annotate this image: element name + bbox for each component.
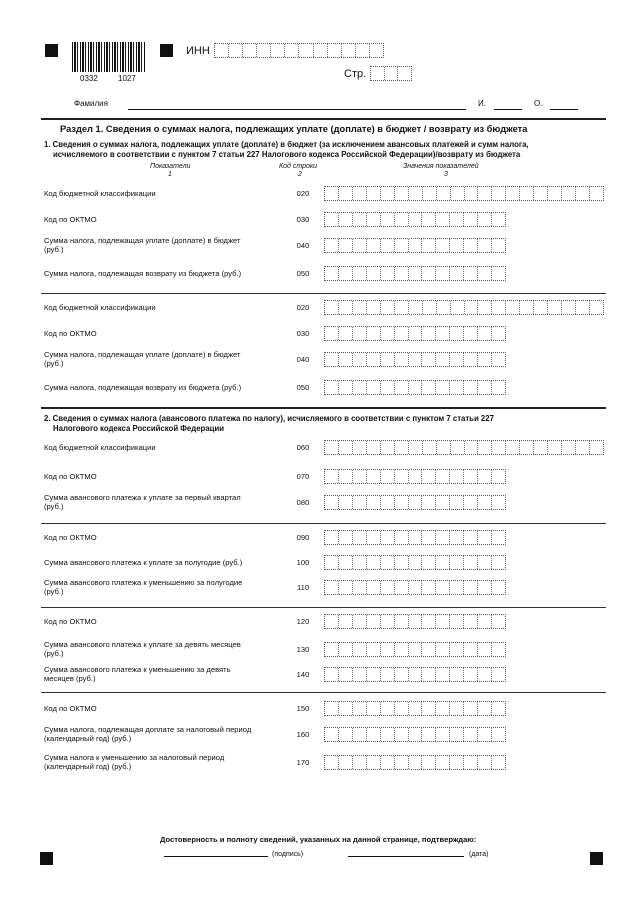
row-label-line1: Сумма авансового платежа к уплате за полугодие (руб.): [44, 558, 243, 567]
date-line[interactable]: [348, 848, 464, 857]
row-label-line2: (руб.): [44, 587, 64, 596]
row-label-line2: месяцев (руб.): [44, 674, 96, 683]
row-label-line2: (руб.): [44, 245, 64, 254]
row-value-input[interactable]: [324, 326, 506, 341]
row-label-line1: Сумма авансового платежа к уплате за девять месяцев: [44, 640, 241, 649]
row-code: 040: [296, 355, 310, 364]
row-label: [44, 558, 242, 567]
row-label-line2: (руб.): [44, 502, 64, 511]
row-code: 130: [296, 645, 310, 654]
signature-line[interactable]: [164, 848, 268, 857]
row-code: 060: [296, 443, 310, 452]
inn-label: ИНН: [186, 45, 210, 57]
block-separator: [41, 407, 606, 409]
row-label: [44, 753, 224, 771]
row-label-line2: (руб.): [44, 359, 64, 368]
registration-marker-top-left: [45, 44, 58, 57]
row-value-input[interactable]: [324, 300, 604, 315]
row-label: [44, 215, 97, 224]
row-value-input[interactable]: [324, 380, 506, 395]
row-value-input[interactable]: [324, 352, 506, 367]
row-code: 070: [296, 472, 310, 481]
row-value-input[interactable]: [324, 642, 506, 657]
row-label: [44, 704, 97, 713]
row-label: [44, 383, 241, 392]
row-code: 110: [296, 583, 310, 592]
part2-title-line1: 2. Сведения о суммах налога (авансового платежа по налогу), исчисляемого в соответствии с пунктом 7 статьи 227: [44, 414, 494, 423]
row-label-line1: Код по ОКТМО: [44, 329, 97, 338]
row-label-line1: Код по ОКТМО: [44, 704, 97, 713]
row-code: 100: [296, 558, 310, 567]
row-label-line1: Код по ОКТМО: [44, 617, 97, 626]
initial-i-label: И.: [478, 99, 486, 108]
row-label-line1: Код по ОКТМО: [44, 472, 97, 481]
column-3-number: 3: [444, 171, 448, 178]
row-label-line2: (календарный год) (руб.): [44, 734, 132, 743]
row-label: [44, 578, 242, 596]
row-label: [44, 665, 231, 683]
row-value-input[interactable]: [324, 186, 604, 201]
row-value-input[interactable]: [324, 667, 506, 682]
row-code: 140: [296, 670, 310, 679]
row-label: [44, 725, 251, 743]
page-label: Стр.: [344, 68, 367, 80]
row-code: 030: [296, 215, 310, 224]
row-label-line2: (календарный год) (руб.): [44, 762, 132, 771]
row-label-line1: Код бюджетной классификации: [44, 443, 156, 452]
row-label-line1: Сумма авансового платежа к уменьшению за девять: [44, 665, 231, 674]
row-label-line1: Сумма авансового платежа к уплате за первый квартал: [44, 493, 241, 502]
row-code: 020: [296, 303, 310, 312]
row-code: 120: [296, 617, 310, 626]
row-value-input[interactable]: [324, 530, 506, 545]
section-title: Раздел 1. Сведения о суммах налога, подлежащих уплате (доплате) в бюджет / возврату из бюджета: [60, 124, 528, 134]
row-code: 080: [296, 498, 310, 507]
row-value-input[interactable]: [324, 755, 506, 770]
row-code: 030: [296, 329, 310, 338]
row-label-line1: Сумма налога, подлежащая уплате (доплате) в бюджет: [44, 350, 241, 359]
row-label: [44, 533, 97, 542]
row-label-line1: Сумма налога, подлежащая возврату из бюджета (руб.): [44, 383, 242, 392]
barcode: [72, 42, 146, 72]
row-label: [44, 617, 97, 626]
row-value-input[interactable]: [324, 495, 506, 510]
row-label: [44, 640, 241, 658]
column-2-number: 2: [298, 171, 302, 178]
registration-marker-top-mid: [160, 44, 173, 57]
row-value-input[interactable]: [324, 212, 506, 227]
page-number-input[interactable]: [370, 66, 412, 81]
initial-o-input[interactable]: [550, 99, 578, 110]
row-code: 090: [296, 533, 310, 542]
part1-title-line1: 1. Сведения о суммах налога, подлежащих уплате (доплате) в бюджет (за исключением авансовых платежей и сумм налога,: [44, 140, 529, 149]
barcode-number-right: 1027: [118, 74, 136, 83]
surname-label: Фамилия: [74, 99, 108, 108]
initial-o-label: О.: [534, 99, 543, 108]
row-value-input[interactable]: [324, 727, 506, 742]
row-label-line1: Код бюджетной классификации: [44, 189, 156, 198]
row-label: [44, 329, 97, 338]
row-value-input[interactable]: [324, 238, 506, 253]
row-label-line1: Код по ОКТМО: [44, 533, 97, 542]
row-label: [44, 472, 97, 481]
row-code: 050: [296, 383, 310, 392]
registration-marker-bottom-right: [590, 852, 603, 865]
row-value-input[interactable]: [324, 580, 506, 595]
row-label-line1: Сумма налога, подлежащая уплате (доплате) в бюджет: [44, 236, 241, 245]
row-value-input[interactable]: [324, 701, 506, 716]
row-value-input[interactable]: [324, 469, 506, 484]
column-3-heading: Значения показателей: [403, 163, 479, 170]
row-label-line1: Сумма налога, подлежащая доплате за налоговый период: [44, 725, 252, 734]
row-code: 050: [296, 269, 310, 278]
row-label: [44, 236, 240, 254]
surname-input[interactable]: [128, 99, 466, 110]
date-label: (дата): [469, 851, 489, 858]
column-1-heading: Показатели: [150, 163, 191, 170]
row-label: [44, 269, 241, 278]
row-label: [44, 189, 156, 198]
block-separator: [41, 523, 606, 524]
row-label: [44, 493, 241, 511]
row-code: 160: [296, 730, 310, 739]
initial-i-input[interactable]: [494, 99, 522, 110]
section-separator: [41, 118, 606, 120]
block-separator: [41, 692, 606, 693]
row-value-input[interactable]: [324, 266, 506, 281]
row-label-line1: Код по ОКТМО: [44, 215, 97, 224]
row-code: 170: [296, 758, 310, 767]
block-separator: [41, 293, 606, 294]
row-value-input[interactable]: [324, 555, 506, 570]
row-label: [44, 303, 156, 312]
row-label-line1: Код бюджетной классификации: [44, 303, 156, 312]
registration-marker-bottom-left: [40, 852, 53, 865]
confirmation-text: Достоверность и полноту сведений, указанных на данной странице, подтверждаю:: [160, 835, 477, 844]
row-label-line1: Сумма налога, подлежащая возврату из бюджета (руб.): [44, 269, 242, 278]
column-2-heading: Код строки: [279, 163, 318, 170]
row-label-line2: (руб.): [44, 649, 64, 658]
row-label-line1: Сумма авансового платежа к уменьшению за полугодие: [44, 578, 243, 587]
row-label: [44, 443, 156, 452]
row-code: 020: [296, 189, 310, 198]
column-1-number: 1: [168, 171, 172, 178]
part2-title-line2: Налогового кодекса Российской Федерации: [53, 424, 225, 433]
row-code: 150: [296, 704, 310, 713]
row-label-line1: Сумма налога к уменьшению за налоговый период: [44, 753, 225, 762]
row-value-input[interactable]: [324, 440, 604, 455]
barcode-number-left: 0332: [80, 74, 98, 83]
row-code: 040: [296, 241, 310, 250]
block-separator: [41, 607, 606, 608]
part1-title-line2: исчисляемого в соответствии с пунктом 7 статьи 227 Налогового кодекса Российской Федерации)/возврату из бюджета: [53, 150, 521, 159]
signature-label: (подпись): [272, 851, 304, 858]
inn-input[interactable]: [214, 43, 384, 58]
row-value-input[interactable]: [324, 614, 506, 629]
row-label: [44, 350, 240, 368]
